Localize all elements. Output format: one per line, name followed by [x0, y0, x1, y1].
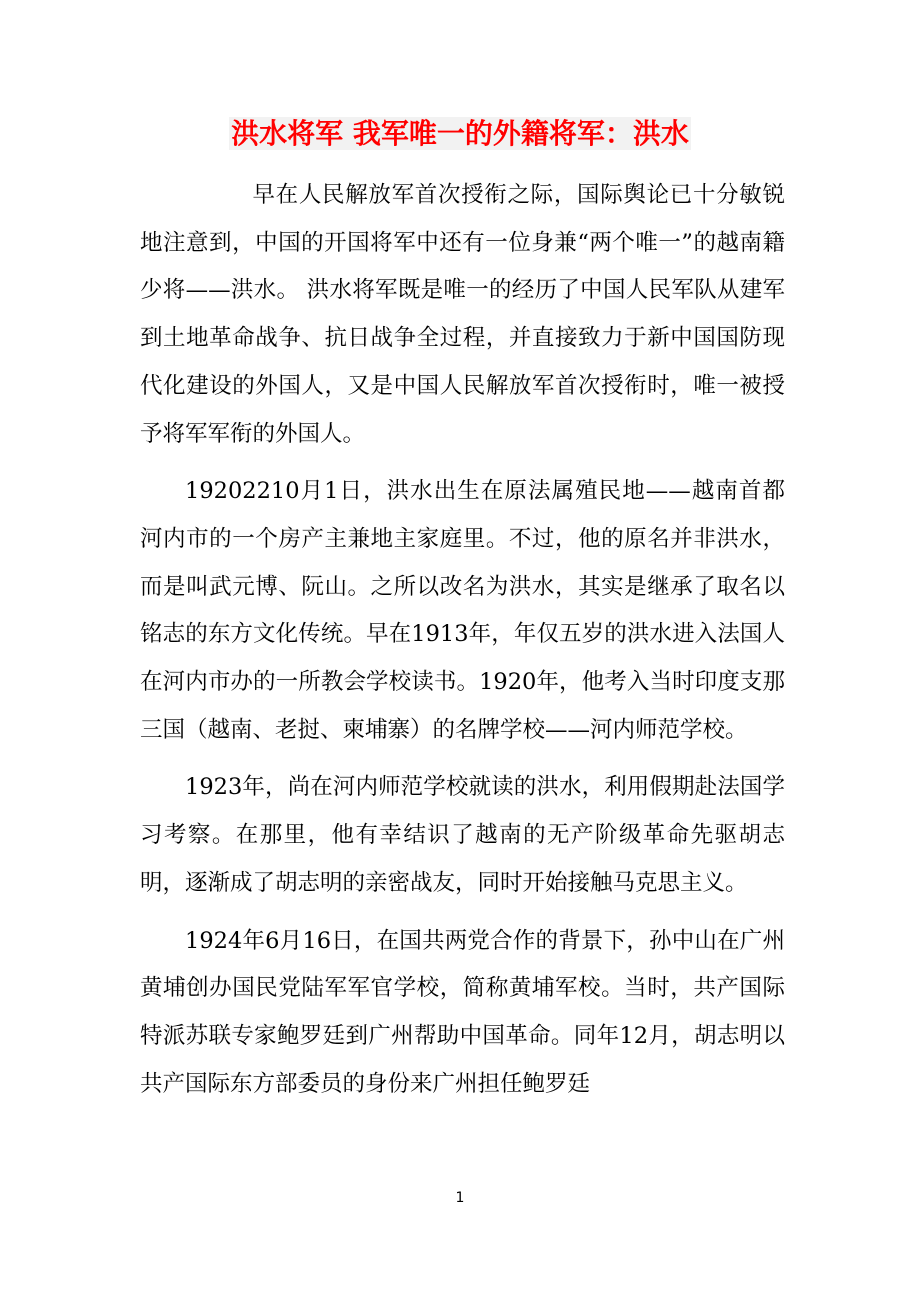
paragraph: 19202210月1日，洪水出生在原法属殖民地——越南首都河内市的一个房产主兼地主家庭里。不过，他的原名并非洪水，而是叫武元博、阮山。之所以改名为洪水，其实是继承了取名以铭志的东方文化传统。早在1913年，年仅五岁的洪水进入法国人在河内市办的一所教会学校读书。1920年，他考入当时印度支那三国（越南、老挝、柬埔寨）的名牌学校——河内师范学校。 [140, 478, 785, 743]
document-title [0, 114, 920, 154]
document-body [140, 172, 785, 1118]
paragraph: 1924年6月16日，在国共两党合作的背景下，孙中山在广州黄埔创办国民党陆军军官学校，简称黄埔军校。当时，共产国际特派苏联专家鲍罗廷到广州帮助中国革命。同年12月，胡志明以共产国际东方部委员的身份来广州担任鲍罗廷 [140, 927, 785, 1097]
paragraph: 早在人民解放军首次授衔之际，国际舆论已十分敏锐地注意到，中国的开国将军中还有一位身兼“两个唯一”的越南籍少将——洪水。 洪水将军既是唯一的经历了中国人民军队从建军到土地革命战争、抗日战争全过程，并直接致力于新中国国防现代化建设的外国人，又是中国人民解放军首次授衔时，唯一被授予将军军衔的外国人。 [140, 182, 785, 447]
paragraph: 1923年，尚在河内师范学校就读的洪水，利用假期赴法国学习考察。在那里，他有幸结识了越南的无产阶级革命先驱胡志明，逐渐成了胡志明的亲密战友，同时开始接触马克思主义。 [140, 774, 785, 896]
page-number: 1 [455, 1190, 465, 1206]
document-title-text: 洪水将军 我军唯一的外籍将军：洪水 [231, 117, 689, 150]
